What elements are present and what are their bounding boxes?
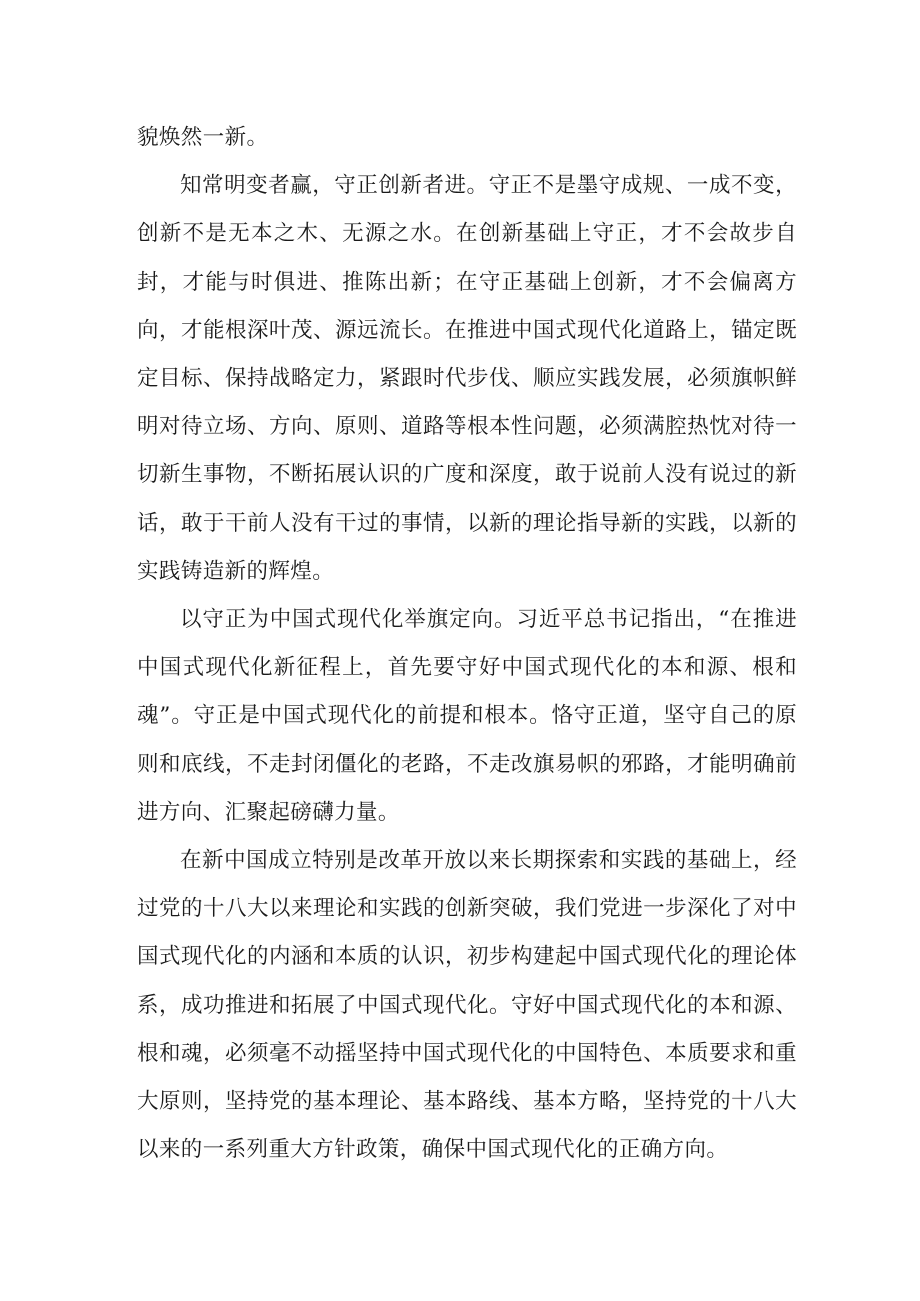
- paragraph-continuation: 貌焕然一新。: [137, 125, 269, 150]
- document-body: [137, 114, 797, 1174]
- paragraph-upholding-fundamentals: 以守正为中国式现代化举旗定向。习近平总书记指出，“在推进中国式现代化新征程上，首先要守好中国式现代化的本和源、根和魂”。守正是中国式现代化的前提和根本。恪守正道，坚守自己的原则和底线，不走封闭僵化的老路，不走改旗易帜的邪路，才能明确前进方向、汇聚起磅礴力量。: [137, 607, 797, 825]
- paragraph-modernization-theory: 在新中国成立特别是改革开放以来长期探索和实践的基础上，经过党的十八大以来理论和实践的创新突破，我们党进一步深化了对中国式现代化的内涵和本质的认识，初步构建起中国式现代化的理论体系，成功推进和拓展了中国式现代化。守好中国式现代化的本和源、根和魂，必须毫不动摇坚持中国式现代化的中国特色、本质要求和重大原则，坚持党的基本理论、基本路线、基本方略，坚持党的十八大以来的一系列重大方针政策，确保中国式现代化的正确方向。: [137, 848, 797, 1163]
- paragraph-innovation: 知常明变者赢，守正创新者进。守正不是墨守成规、一成不变，创新不是无本之木、无源之水。在创新基础上守正，才不会故步自封，才能与时俱进、推陈出新；在守正基础上创新，才不会偏离方向，才能根深叶茂、源远流长。在推进中国式现代化道路上，锚定既定目标、保持战略定力，紧跟时代步伐、顺应实践发展，必须旗帜鲜明对待立场、方向、原则、道路等根本性问题，必须满腔热忱对待一切新生事物，不断拓展认识的广度和深度，敢于说前人没有说过的新话，敢于干前人没有干过的事情，以新的理论指导新的实践，以新的实践铸造新的辉煌。: [137, 173, 797, 584]
